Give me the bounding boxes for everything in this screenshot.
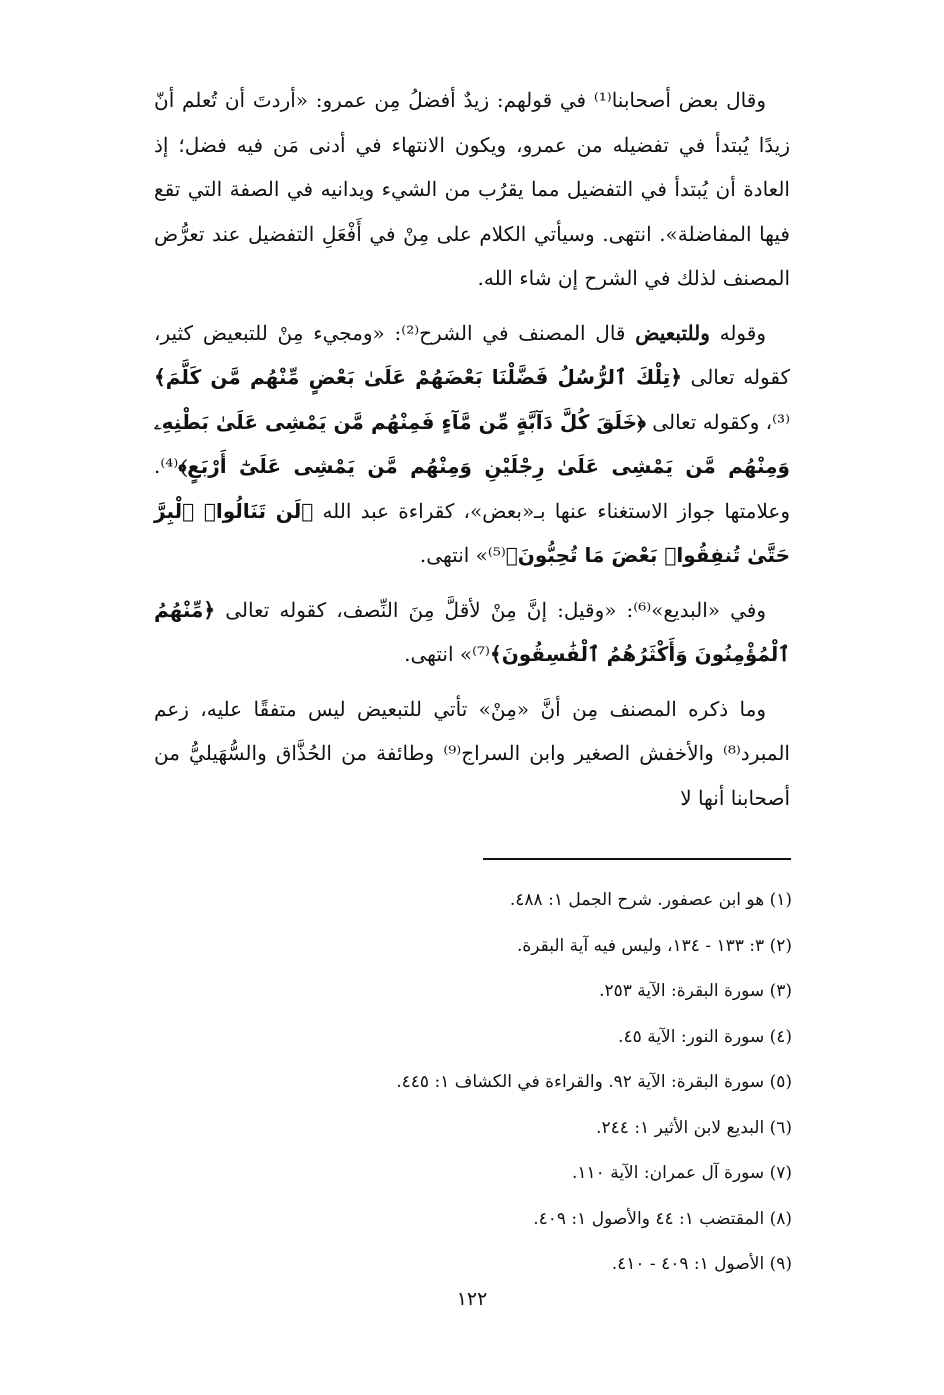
- footnote-8: (٨) المقتضب ١: ٤٤ والأصول ١: ٤٠٩.: [533, 1208, 792, 1229]
- quran-verse-3: ﴿لَن تَنَالُوا۟ ٱلْبِرَّ حَتَّىٰ تُنفِقُوا۟ بَعْضَ مَا تُحِبُّونَ﴾: [154, 498, 790, 567]
- paragraph-3-text-b: ⁽⁷⁾» انتهى.: [404, 642, 490, 666]
- paragraph-2-text-c: ⁽⁴⁾. وعلامتها جواز الاستغناء عنها بـ«بعض»، كقراءة عبد الله: [154, 454, 790, 523]
- main-text: [154, 78, 790, 830]
- footnote-1: (١) هو ابن عصفور. شرح الجمل ١: ٤٨٨.: [509, 890, 792, 910]
- footnote-3: (٣) سورة البقرة: الآية ٢٥٣.: [599, 981, 792, 1001]
- footnote-7: (٧) سورة آل عمران: الآية ١١٠.: [571, 1163, 792, 1183]
- paragraph-1: وقال بعض أصحابنا⁽¹⁾ في قولهم: زيدٌ أفضلُ مِن عمرو: «أردتَ أن تُعلم أنّ زيدًا يُبتدأ في تفضيله من عمرو، ويكون الانتهاء في أدنى مَن فيه فضل؛ إذ العادة أن يُبتدأ في التفضيل مما يقرُب من الشيء ويدانيه في الصفة التي تقع فيها المفاضلة». انتهى. وسيأتي الكلام على مِنْ في أَفْعَلِ التفضيل عند تعرُّض المصنف لذلك في الشرح إن شاء الله.: [154, 88, 790, 290]
- quran-verse-2: ﴿خَلَقَ كُلَّ دَآبَّةٍ مِّن مَّآءٍ فَمِنْهُم مَّن يَمْشِى عَلَىٰ بَطْنِهِۦ وَمِنْهُم مَّن يَمْشِى عَلَىٰ رِجْلَيْنِ وَمِنْهُم مَّن يَمْشِى عَلَىٰٓ أَرْبَعٍ﴾: [154, 409, 790, 478]
- paragraph-3-text-a: وفي «البديع»⁽⁶⁾: «وقيل: إنَّ مِنْ لأقلَّ مِنَ النِّصف، كقوله تعالى: [215, 597, 766, 622]
- footnote-6: (٦) البديع لابن الأثير ١: ٢٤٤.: [596, 1117, 792, 1138]
- page-number: ١٢٢: [456, 1288, 488, 1310]
- term-tabeed: وللتبعيض: [635, 320, 710, 345]
- footnotes: [396, 878, 792, 1288]
- quran-verse-1: ﴿تِلْكَ ٱلرُّسُلُ فَضَّلْنَا بَعْضَهُمْ عَلَىٰ بَعْضٍ مِّنْهُم مَّن كَلَّمَ﴾: [154, 365, 682, 389]
- paragraph-2-text-d: ⁽⁵⁾» انتهى.: [419, 543, 506, 567]
- paragraph-2-text-b: ⁽³⁾، وكقوله تعالى: [645, 409, 790, 434]
- footnote-2: (٢) ٣: ١٣٣ - ١٣٤، وليس فيه آية البقرة.: [516, 935, 792, 956]
- footnote-4: (٤) سورة النور: الآية ٤٥.: [618, 1026, 792, 1047]
- footnote-9: (٩) الأصول ١: ٤٠٩ - ٤١٠.: [611, 1254, 792, 1274]
- footnote-separator: [483, 858, 791, 860]
- footnote-5: (٥) سورة البقرة: الآية ٩٢. والقراءة في الكشاف ١: ٤٤٥.: [396, 1072, 792, 1092]
- paragraph-3: [154, 588, 790, 677]
- paragraph-4: وما ذكره المصنف مِن أنَّ «مِنْ» تأتي للتبعيض ليس متفقًا عليه، زعم المبرد⁽⁸⁾ والأخفش الصغير وابن السراج⁽⁹⁾ وطائفة من الحُذَّاق والسُّهَيليُّ من أصحابنا أنها لا: [154, 696, 790, 810]
- paragraph-2: [154, 311, 790, 578]
- paragraph-2-text-a: قال المصنف في الشرح⁽²⁾: «ومجيء مِنْ للتبعيض كثير، كقوله تعالى: [154, 320, 790, 389]
- quran-verse-4: ﴿مِّنْهُمُ ٱلْمُؤْمِنُونَ وَأَكْثَرُهُمُ ٱلْفَٰسِقُونَ﴾: [154, 597, 790, 666]
- paragraph-2-lead: وقوله: [709, 320, 766, 345]
